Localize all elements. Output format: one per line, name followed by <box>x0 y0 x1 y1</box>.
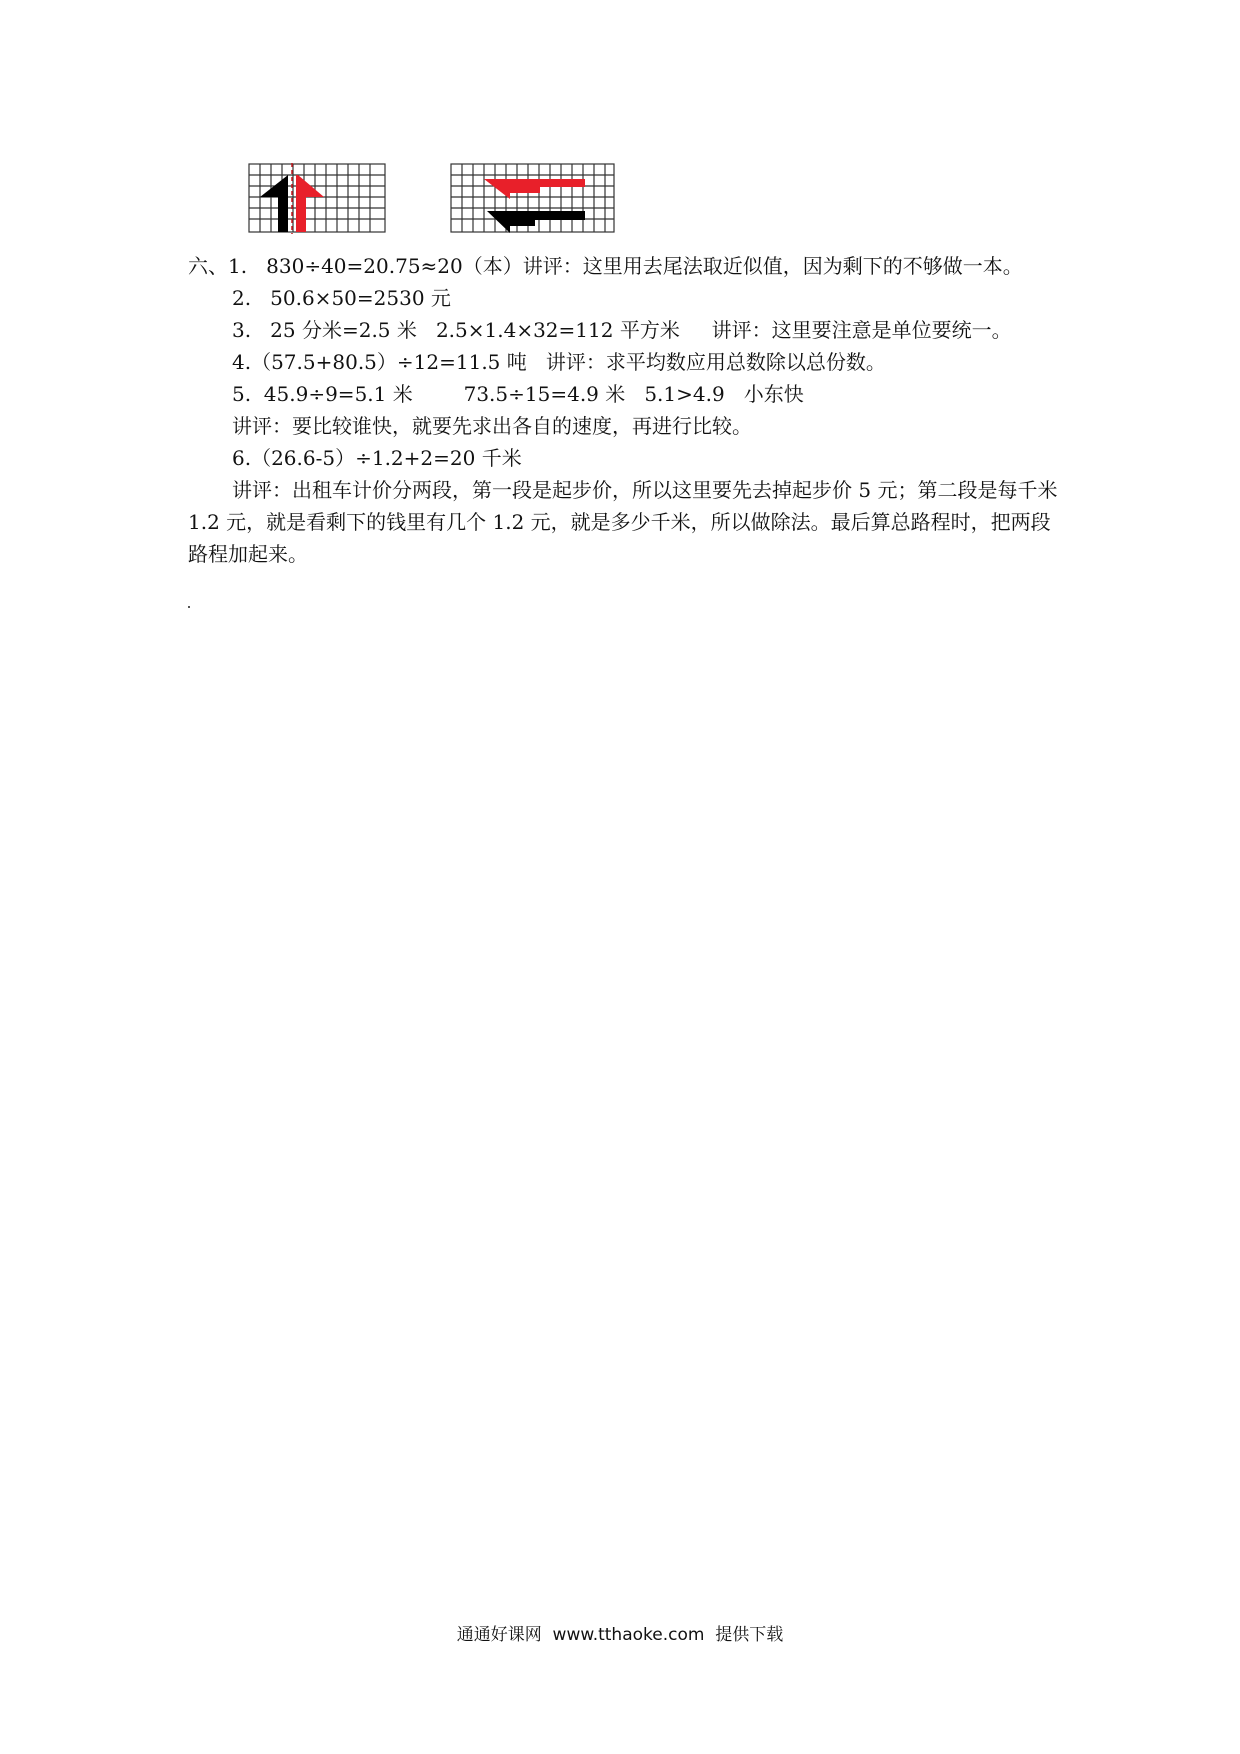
translation-figure-right <box>450 163 620 235</box>
answer-line-5: 5. 45.9÷9=5.1 米 73.5÷15=4.9 米 5.1>4.9 小东快 <box>232 382 804 406</box>
red-arrow-shape <box>296 175 324 232</box>
answer-line-2: 2. 50.6×50=2530 元 <box>232 286 451 310</box>
answer-comment-6: 讲评：出租车计价分两段，第一段是起步价，所以这里要先去掉起步价 5 元；第二段是每千米 1.2 元，就是看剩下的钱里有几个 1.2 元，就是多少千米，所以做除法。最后算总路程时，把两段路程加起来。 <box>188 478 1058 566</box>
answer-line-6: 6.（26.6-5）÷1.2+2=20 千米 <box>232 446 522 470</box>
answer-comment-5: 讲评：要比较谁快，就要先求出各自的速度，再进行比较。 <box>232 414 752 438</box>
grid-lines <box>249 164 385 232</box>
answer-line-4: 4.（57.5+80.5）÷12=11.5 吨 讲评：求平均数应用总数除以总份数。 <box>232 350 886 374</box>
symmetry-figure-left <box>248 163 388 235</box>
answer-line-3: 3. 25 分米=2.5 米 2.5×1.4×32=112 平方米 讲评：这里要注意是单位要统一。 <box>232 318 1012 342</box>
red-shape <box>484 179 585 199</box>
stray-dot <box>188 606 190 608</box>
black-shape <box>487 211 585 233</box>
black-arrow-shape <box>260 175 288 232</box>
footer-credit: 通通好课网 www.tthaoke.com 提供下载 <box>456 1625 784 1645</box>
answer-line-1: 六、1. 830÷40=20.75≈20（本）讲评：这里用去尾法取近似值，因为剩下的不够做一本。 <box>188 254 1023 278</box>
